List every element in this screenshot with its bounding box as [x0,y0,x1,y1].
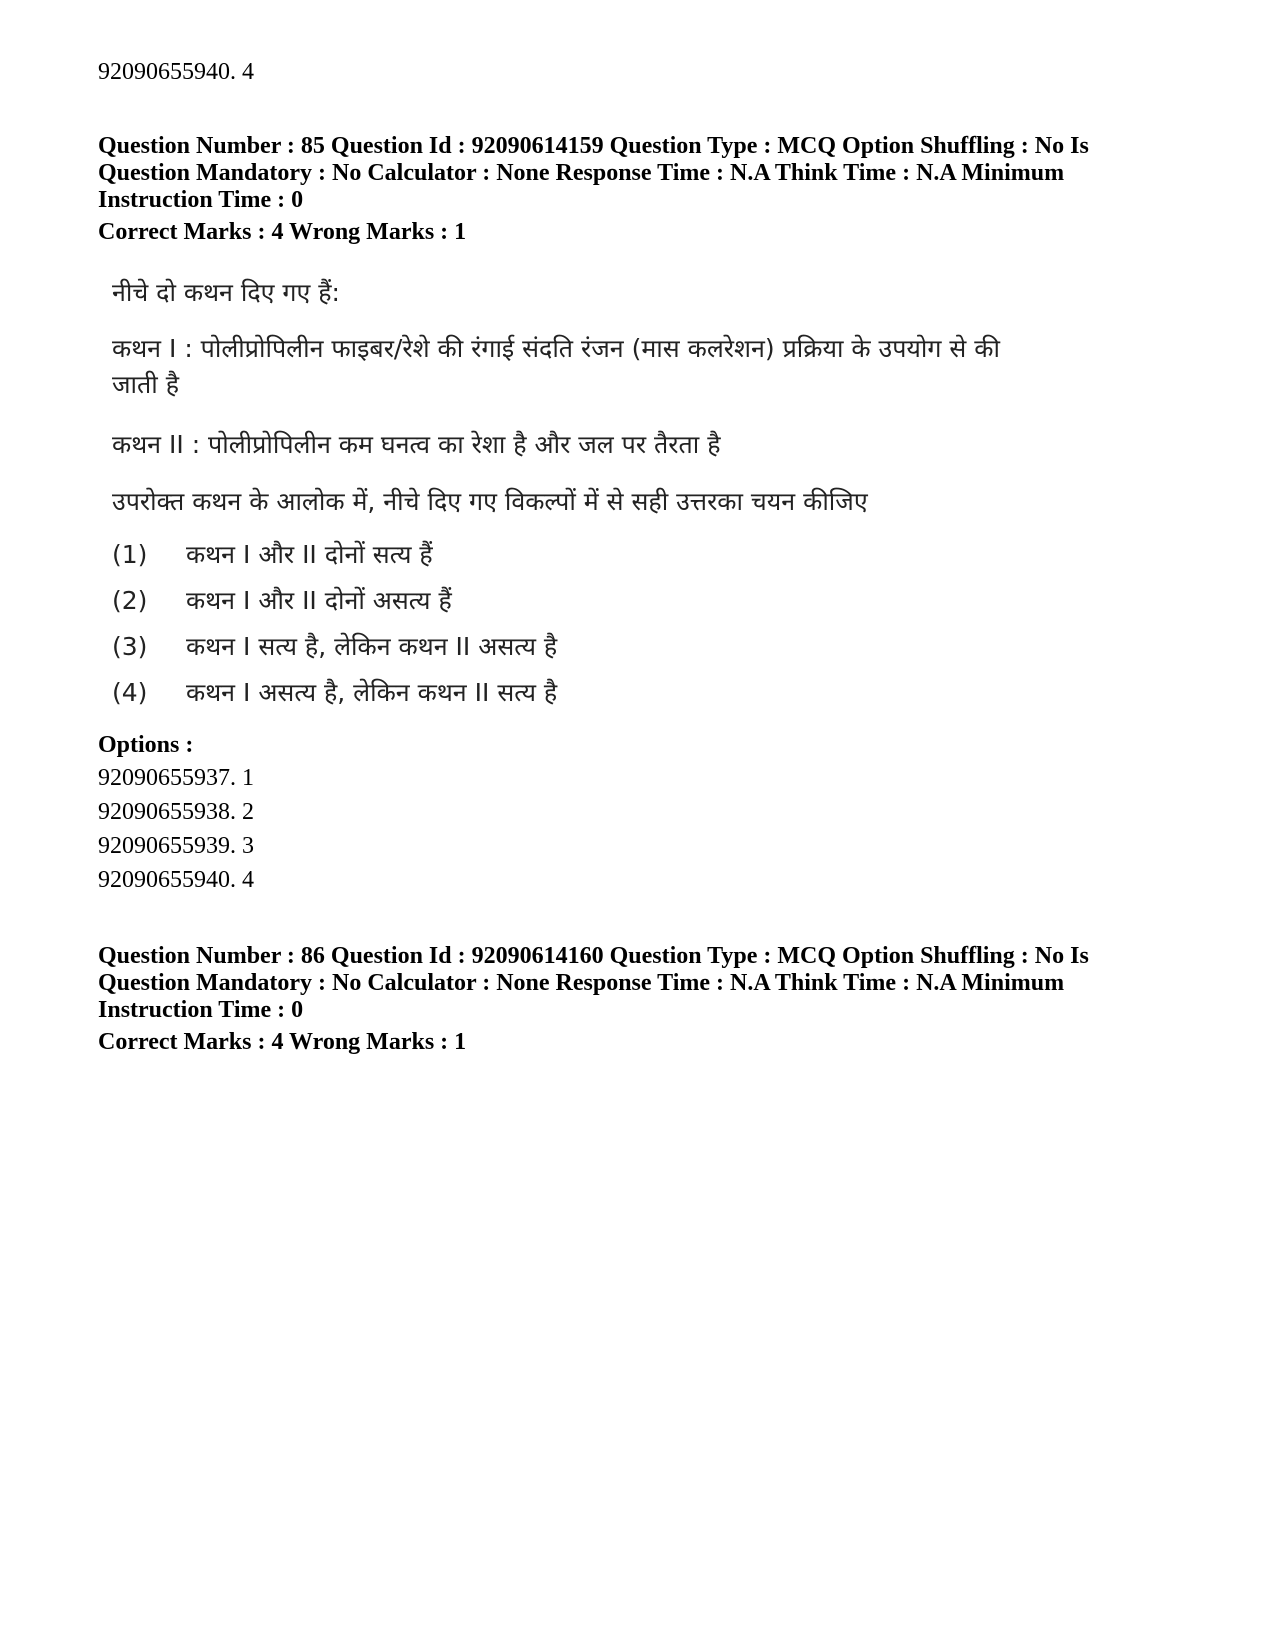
question-86-marks: Correct Marks : 4 Wrong Marks : 1 [98,1029,467,1055]
option-item: 92090655940. 4 [98,867,254,893]
question-intro: नीचे दो कथन दिए गए हैं: [112,278,340,307]
question-86-meta-line-2: Question Mandatory : No Calculator : None Response Time : N.A Think Time : N.A Minimum [98,970,1065,996]
question-instruction: उपरोक्त कथन के आलोक में, नीचे दिए गए विकल्पों में से सही उत्तरका चयन कीजिए [112,487,868,516]
question-85-meta-line-1: Question Number : 85 Question Id : 92090614159 Question Type : MCQ Option Shuffling : No Is [98,133,1089,159]
choice-number: (1) [112,540,148,569]
choice-text: कथन I और II दोनों सत्य हैं [186,540,433,569]
option-item: 92090655938. 2 [98,799,254,825]
question-85-marks: Correct Marks : 4 Wrong Marks : 1 [98,219,467,245]
choice-number: (3) [112,632,148,661]
question-86-meta-line-1: Question Number : 86 Question Id : 92090614160 Question Type : MCQ Option Shuffling : No Is [98,943,1089,969]
choice-number: (4) [112,678,148,707]
choice-text: कथन I सत्य है, लेकिन कथन II असत्य है [186,632,558,661]
choice-text: कथन I असत्य है, लेकिन कथन II सत्य है [186,678,558,707]
question-85-meta-line-3: Instruction Time : 0 [98,187,304,213]
statement-2: कथन II : पोलीप्रोपिलीन कम घनत्व का रेशा है और जल पर तैरता है [112,430,721,459]
choice-text: कथन I और II दोनों असत्य हैं [186,586,452,615]
statement-1-line-1: कथन I : पोलीप्रोपिलीन फाइबर/रेशे की रंगाई संदति रंजन (मास कलरेशन) प्रक्रिया के उपयोग से की [112,334,1000,363]
choice-number: (2) [112,586,148,615]
options-label: Options : [98,732,194,758]
statement-1-line-2: जाती है [112,370,179,399]
option-item: 92090655939. 3 [98,833,254,859]
previous-answer-line: 92090655940. 4 [98,59,254,85]
option-item: 92090655937. 1 [98,765,254,791]
question-85-meta-line-2: Question Mandatory : No Calculator : None Response Time : N.A Think Time : N.A Minimum [98,160,1065,186]
question-86-meta-line-3: Instruction Time : 0 [98,997,304,1023]
